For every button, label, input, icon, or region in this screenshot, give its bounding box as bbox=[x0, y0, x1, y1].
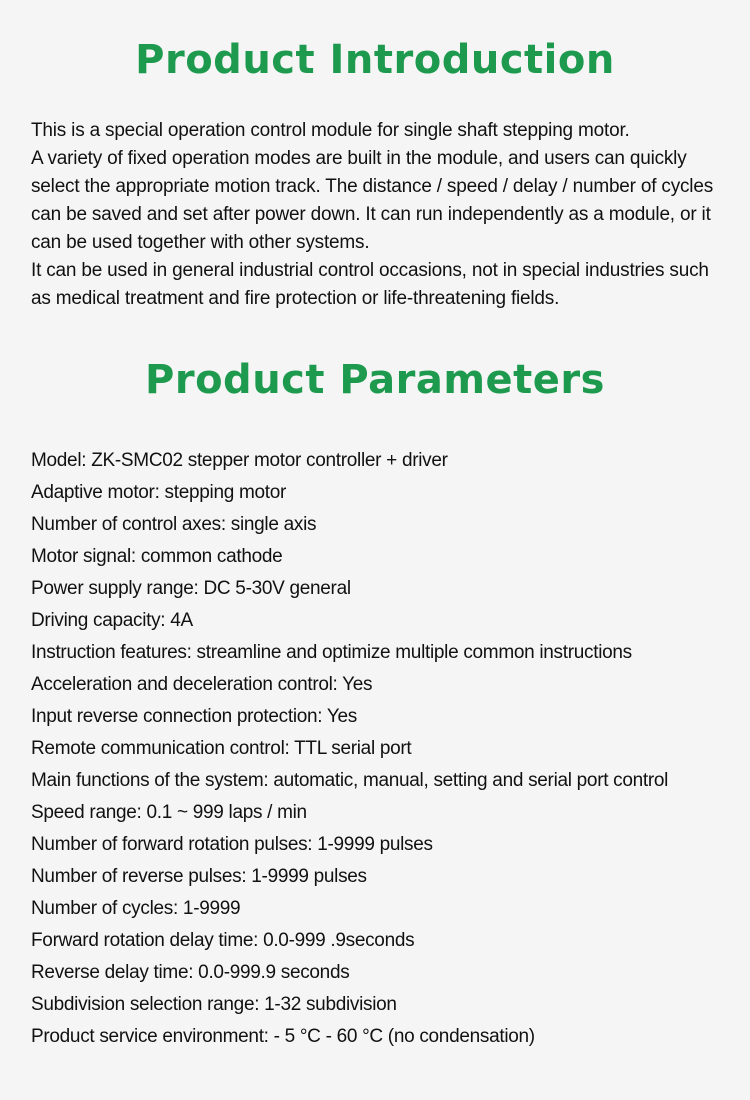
parameter-item: Input reverse connection protection: Yes bbox=[31, 706, 358, 727]
parameter-item: Number of control axes: single axis bbox=[31, 514, 317, 535]
parameter-item: Subdivision selection range: 1-32 subdivision bbox=[31, 994, 397, 1015]
parameter-item: Forward rotation delay time: 0.0-999 .9seconds bbox=[31, 930, 415, 951]
parameter-item: Number of reverse pulses: 1-9999 pulses bbox=[31, 866, 367, 887]
intro-paragraph: This is a special operation control module for single shaft stepping motor. bbox=[31, 120, 630, 141]
parameter-item: Motor signal: common cathode bbox=[31, 546, 283, 567]
parameter-item: Reverse delay time: 0.0-999.9 seconds bbox=[31, 962, 350, 983]
parameter-item: Main functions of the system: automatic, manual, setting and serial port control bbox=[31, 770, 669, 791]
intro-paragraph: A variety of fixed operation modes are built in the module, and users can quickly select the appropriate motion track. The distance / speed / delay / number of cycles can be saved and set after power down. It can run independently as a module, or it can be used together with other systems. bbox=[31, 148, 713, 253]
parameter-item: Speed range: 0.1 ~ 999 laps / min bbox=[31, 802, 307, 823]
parameter-item: Model: ZK-SMC02 stepper motor controller + driver bbox=[31, 450, 448, 471]
product-parameters-title: Product Parameters bbox=[145, 357, 605, 403]
parameter-item: Power supply range: DC 5-30V general bbox=[31, 578, 351, 599]
parameter-item: Number of cycles: 1-9999 bbox=[31, 898, 241, 919]
parameter-item: Instruction features: streamline and optimize multiple common instructions bbox=[31, 642, 632, 663]
parameter-list bbox=[31, 445, 741, 1053]
parameter-item: Remote communication control: TTL serial port bbox=[31, 738, 412, 759]
parameter-item: Adaptive motor: stepping motor bbox=[31, 482, 287, 503]
parameter-item: Number of forward rotation pulses: 1-9999 pulses bbox=[31, 834, 433, 855]
parameter-item: Product service environment: - 5 °C - 60 °C (no condensation) bbox=[31, 1026, 535, 1047]
product-introduction-body bbox=[31, 117, 731, 313]
intro-paragraph: It can be used in general industrial control occasions, not in special industries such as medical treatment and fire protection or life-threatening fields. bbox=[31, 260, 709, 309]
parameter-item: Driving capacity: 4A bbox=[31, 610, 193, 631]
parameter-item: Acceleration and deceleration control: Yes bbox=[31, 674, 373, 695]
product-introduction-title: Product Introduction bbox=[135, 37, 615, 83]
